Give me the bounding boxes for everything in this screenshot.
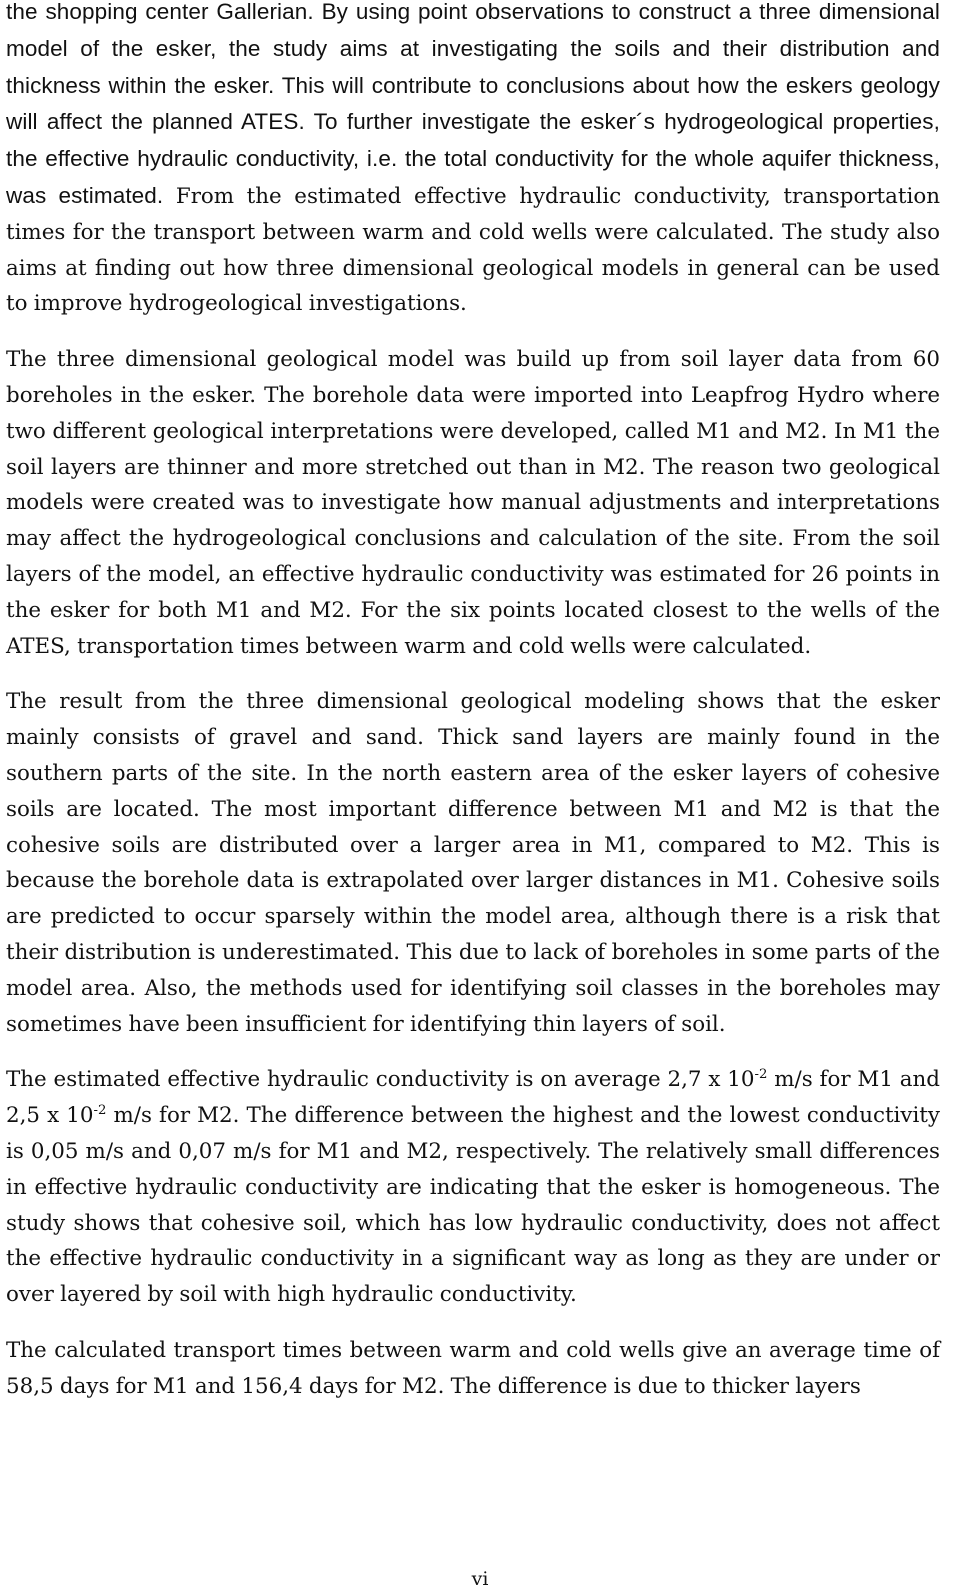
paragraph-model-construction: The three dimensional geological model was build up from soil layer data from 60 boreholes in the esker. The borehole data were imported into Leapfrog Hydro where two different geological interpretations were developed, called M1 and M2. In M1 the soil layers are thinner and more stretched out than in M2. The reason two geological models were created was to investigate how manual adjustments and interpretations may affect the hydrogeological conclusions and calculation of the site. From the soil layers of the model, an effective hydraulic conductivity was estimated for 26 points in the esker for both M1 and M2. For the six points located closest to the wells of the ATES, transportation times between warm and cold wells were calculated. [6,347,940,659]
paragraph-transport-times: The calculated transport times between warm and cold wells give an average time of 58,5 days for M1 and 156,4 days for M2. The difference is due to thicker layers [6,1337,940,1399]
conductivity-text-b: m/s for M1 and 2,5 x 10 [6,1067,940,1129]
document-page [6,0,940,1424]
conductivity-text-a: The estimated effective hydraulic conductivity is on average 2,7 x 10 [6,1067,755,1093]
exponent-m1: -2 [754,1067,768,1083]
paragraph-study-aims-sans-part: the shopping center Gallerian. By using point observations to construct a three dimensional model of the esker, the study aims at investigating the soils and their distribution and thickness within the esker. This will contribute to conclusions about how the eskers geology will affect the planned ATES. To further investigate the esker´s hydrogeological properties, the effective hydraulic conductivity, i.e. the total conductivity for the whole aquifer thickness, was estimated. [6,0,940,208]
paragraph-hydraulic-conductivity [6,1062,940,1313]
paragraph-modeling-results: The result from the three dimensional geological modeling shows that the esker mainly consists of gravel and sand. Thick sand layers are mainly found in the southern parts of the site. In the north eastern area of the esker layers of cohesive soils are located. The most important difference between M1 and M2 is that the cohesive soils are distributed over a larger area in M1, compared to M2. This is because the borehole data is extrapolated over larger distances in M1. Cohesive soils are predicted to occur sparsely within the model area, although there is a risk that their distribution is underestimated. This due to lack of boreholes in some parts of the model area. Also, the methods used for identifying soil classes in the boreholes may sometimes have been insufficient for identifying thin layers of soil. [6,689,940,1037]
page-number: vi [471,1568,489,1590]
exponent-m2: -2 [93,1102,107,1118]
paragraph-study-aims [6,0,940,322]
paragraph-study-aims-serif-part: From the estimated effective hydraulic conductivity, transportation times for the transport between warm and cold wells were calculated. The study also aims at finding out how three dimensional geological models in general can be used to improve hydrogeological investigations. [6,183,940,317]
conductivity-text-c: m/s for M2. The difference between the highest and the lowest conductivity is 0,05 m/s and 0,07 m/s for M1 and M2, respectively. The relatively small differences in effective hydraulic conductivity are indicating that the esker is homogeneous. The study shows that cohesive soil, which has low hydraulic conductivity, does not affect the effective hydraulic conductivity in a significant way as long as they are under or over layered by soil with high hydraulic conductivity. [6,1103,940,1308]
